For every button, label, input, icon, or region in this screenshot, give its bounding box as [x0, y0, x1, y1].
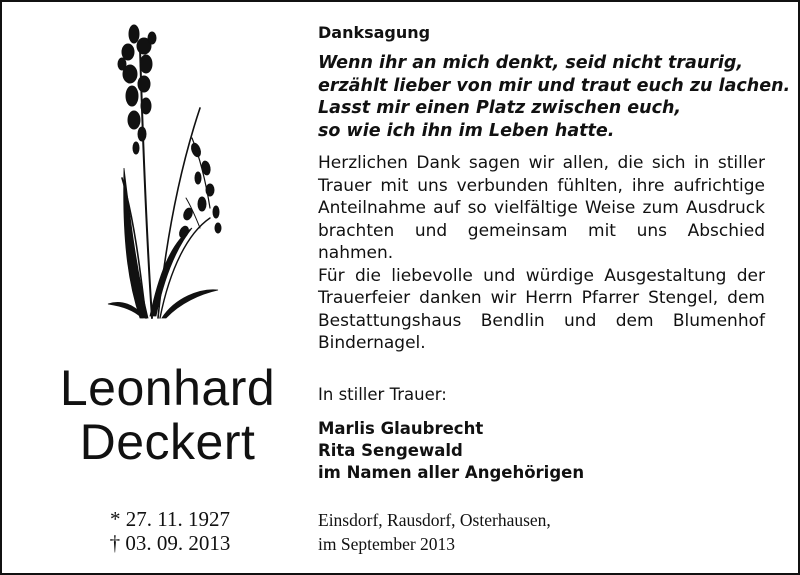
deceased-first-name: Leonhard — [59, 360, 276, 416]
poem — [318, 52, 791, 142]
mourner-name: Marlis Glaubrecht — [318, 419, 484, 438]
mourner-name: im Namen aller Angehörigen — [318, 463, 585, 482]
poem-line: so wie ich ihn im Leben hatte. — [318, 120, 615, 141]
thanks-paragraph: Herzlichen Dank sagen wir allen, die sich in stiller Trauer mit uns verbunden fühlten, ihre aufrichtige Anteilnahme auf so vielfältige Weise zum Ausdruck brachten und gemeinsam mit uns Abschied nahmen. — [318, 153, 765, 263]
deceased-last-name: Deckert — [79, 414, 256, 470]
mourners-list — [318, 418, 768, 484]
thanks-paragraph: Für die liebevolle und würdige Ausgestaltung der Trauerfeier danken wir Herrn Pfarrer Stengel, dem Bestattungshaus Bendlin und dem Blumenhof Bindernagel. — [318, 265, 765, 353]
thanks-text — [318, 152, 765, 355]
grass-illustration — [100, 18, 240, 323]
death-date: † 03. 09. 2013 — [109, 531, 231, 555]
birth-date: * 27. 11. 1927 — [110, 507, 230, 531]
mourner-name: Rita Sengewald — [318, 441, 463, 460]
poem-line: erzählt lieber von mir und traut euch zu lachen. — [318, 75, 791, 96]
poem-line: Wenn ihr an mich denkt, seid nicht traurig, — [318, 53, 744, 73]
poem-line: Lasst mir einen Platz zwischen euch, — [318, 98, 682, 118]
mourning-label: In stiller Trauer: — [318, 385, 447, 404]
place-line: im September 2013 — [318, 534, 456, 554]
place-line: Einsdorf, Rausdorf, Osterhausen, — [318, 510, 551, 530]
place-and-date — [318, 508, 768, 556]
heading: Danksagung — [318, 23, 431, 42]
